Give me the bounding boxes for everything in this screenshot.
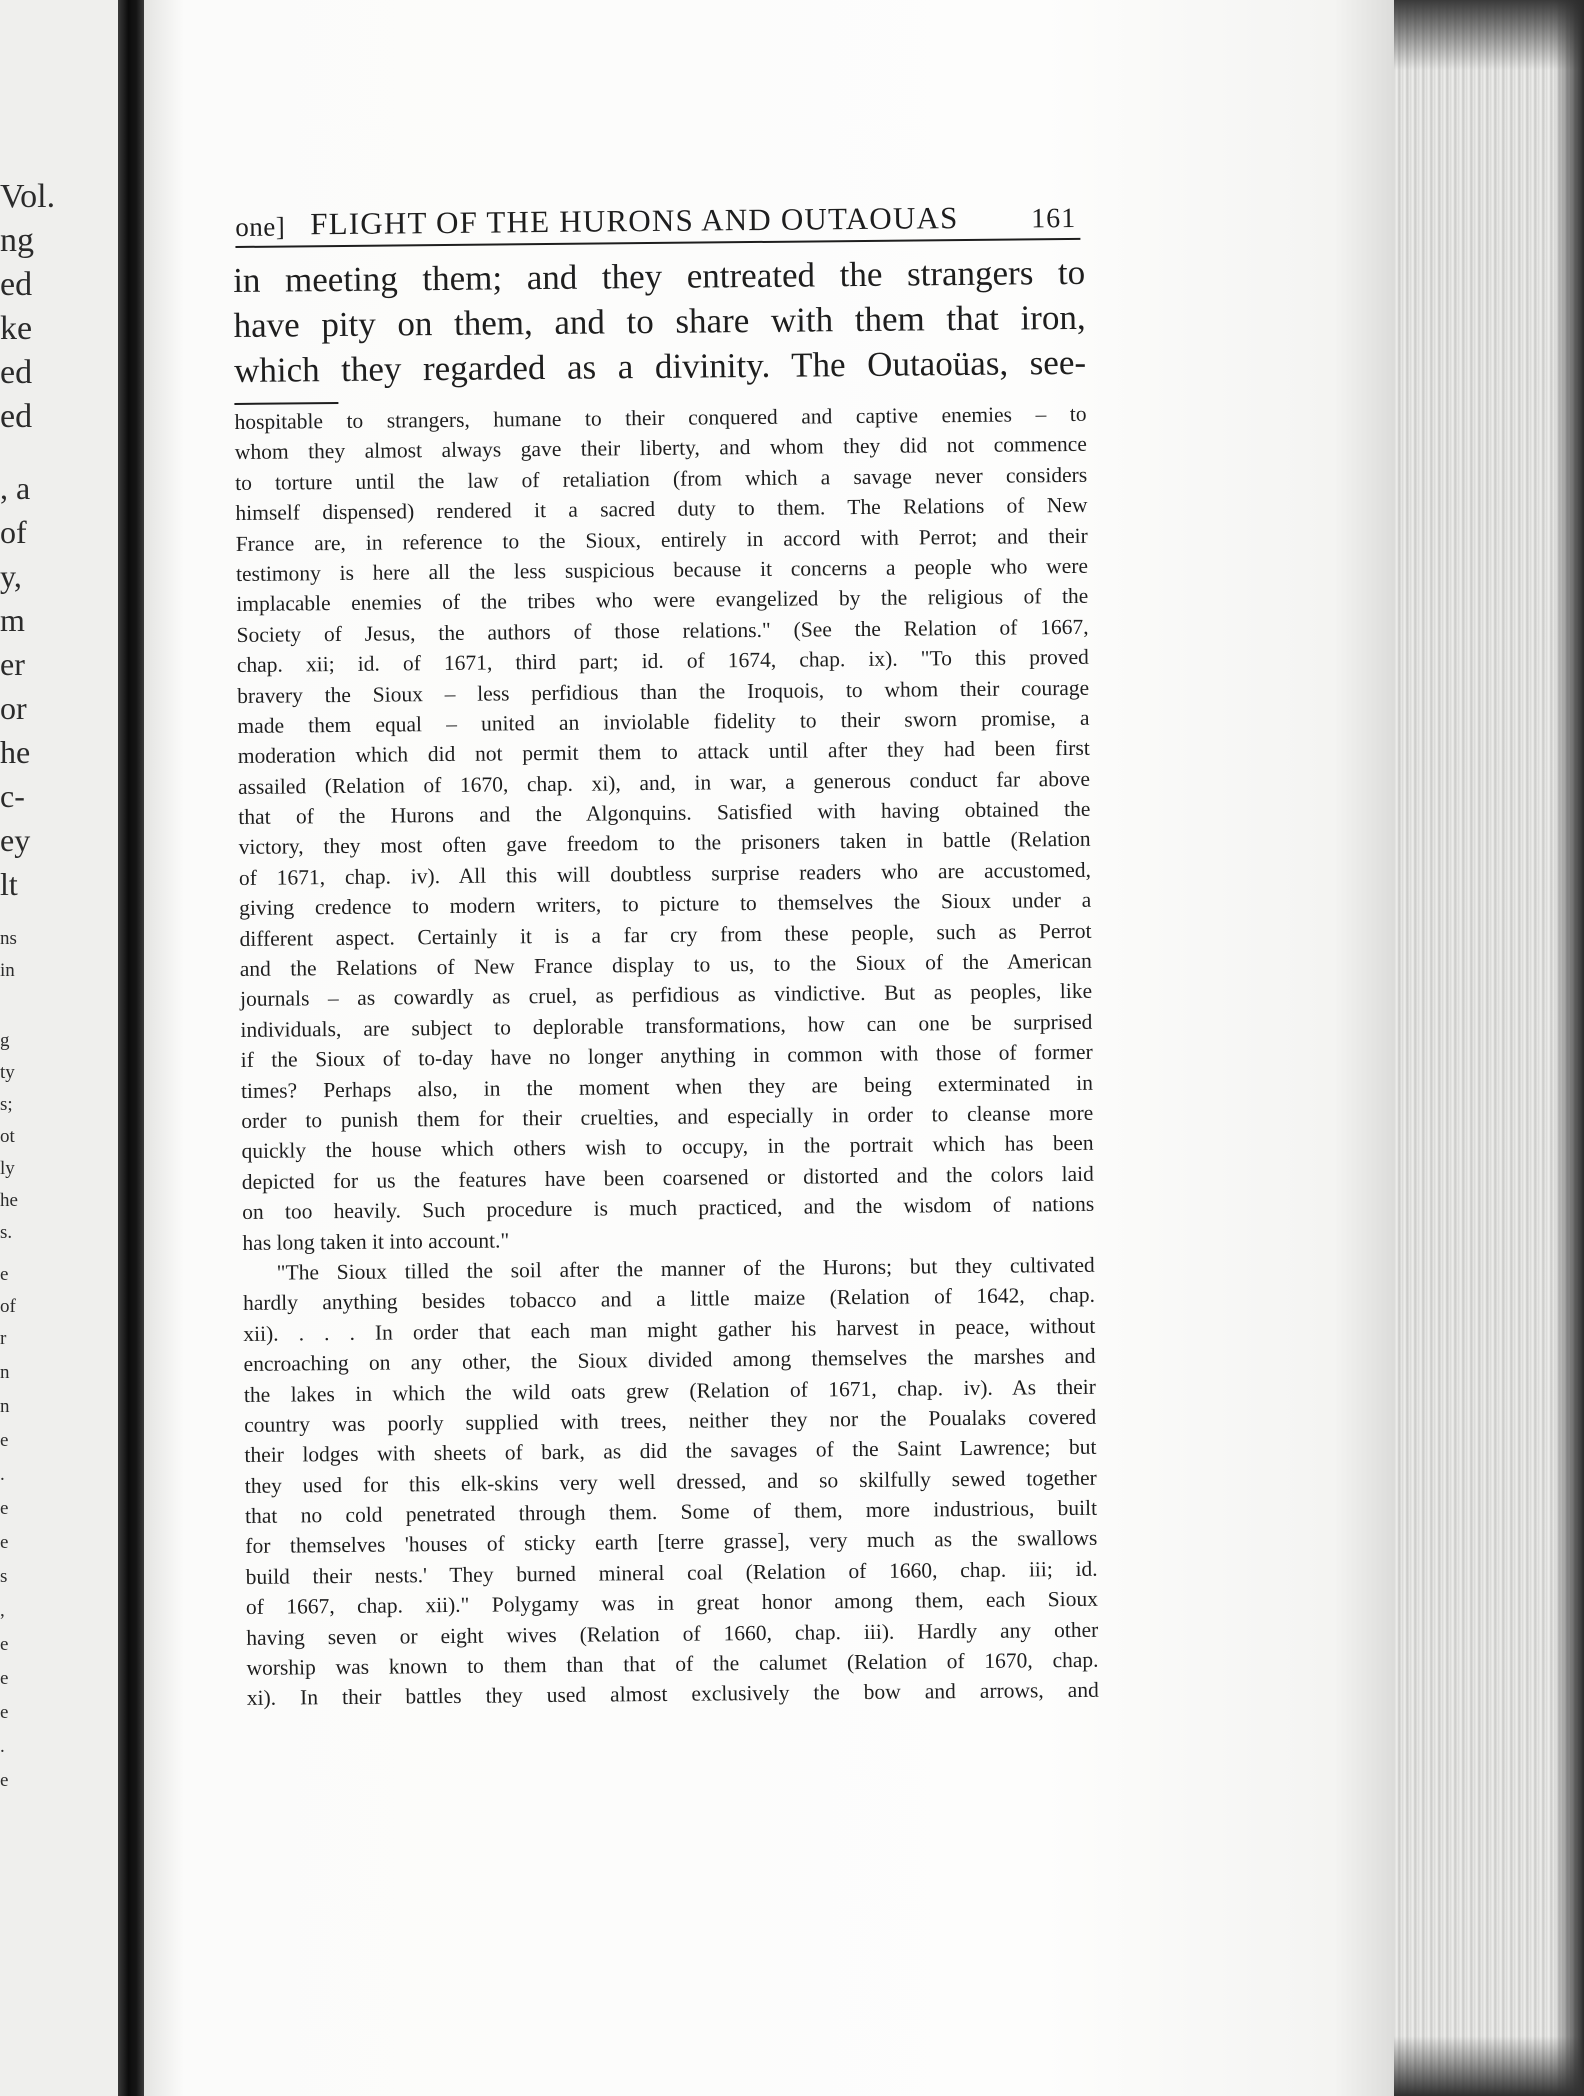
- previous-page-fragment: he: [0, 734, 31, 770]
- footnote-line: having seven or eight wives (Relation of 1660, chap. iii). Hardly any other: [246, 1617, 1099, 1650]
- footnote-rule: [234, 402, 338, 405]
- previous-page-fragment: s.: [0, 1222, 13, 1243]
- footnote-line: has long taken it into account.": [242, 1227, 510, 1255]
- running-head-section: one]: [235, 211, 286, 242]
- footnote-line: assailed (Relation of 1670, chap. xi), and, in war, a generous conduct far above: [237, 766, 1091, 799]
- footnote-line: bravery the Sioux – less perfidious than the Iroquois, to whom their courage: [237, 675, 1090, 708]
- footnote-line: victory, they most often gave freedom to the prisoners taken in battle (Relation: [238, 827, 1091, 860]
- footnote-line: individuals, are subject to deplorable transformations, how can one be surprised: [240, 1009, 1093, 1042]
- footnote-line: Society of Jesus, the authors of those relations." (See the Relation of 1667,: [236, 614, 1089, 647]
- previous-page-fragment: .: [0, 1736, 5, 1757]
- previous-page-fragment: e: [0, 1264, 9, 1285]
- previous-page-fragment: ns: [0, 928, 17, 949]
- page-body: [233, 250, 1099, 1714]
- previous-page-fragment: , a: [0, 470, 31, 506]
- footnote-line: "The Sioux tilled the soil after the manner of the Hurons; but they cultivated: [276, 1252, 1095, 1285]
- footnote-line: depicted for us the features have been coarsened or distorted and the colors laid: [241, 1161, 1094, 1194]
- previous-page-fragment: ed: [0, 398, 33, 435]
- main-text-line: in meeting them; and they entreated the strangers to: [233, 252, 1086, 300]
- previous-page-fragment: in: [0, 960, 15, 981]
- footnote-line: France are, in reference to the Sioux, entirely in accord with Perrot; and their: [235, 523, 1088, 556]
- previous-page-fragment: or: [0, 690, 27, 726]
- footnote-line: chap. xii; id. of 1671, third part; id. of 1674, chap. ix). "To this proved: [236, 644, 1089, 678]
- footnote: [234, 399, 1099, 1714]
- main-text-line: which they regarded as a divinity. The Outaoüas, see-: [233, 342, 1087, 390]
- footnote-line: and the Relations of New France display to us, to the Sioux of the American: [239, 948, 1092, 981]
- previous-page-fragment: r: [0, 1328, 7, 1349]
- page-edges: [1394, 0, 1584, 2096]
- footnote-line: order to punish them for their cruelties, and especially in order to cleanse more: [241, 1100, 1094, 1133]
- previous-page-fragment: Vol.: [0, 178, 56, 215]
- edge-shadow-bottom: [1394, 2036, 1584, 2096]
- running-head-title: FLIGHT OF THE HURONS AND OUTAOUAS: [310, 200, 959, 242]
- footnote-line: country was poorly supplied with trees, neither they nor the Poualaks covered: [244, 1404, 1097, 1437]
- footnote-line: xi). In their battles they used almost exclusively the bow and arrows, and: [246, 1678, 1099, 1711]
- previous-page-fragment: he: [0, 1190, 18, 1211]
- footnote-line: to torture until the law of retaliation (from which a savage never considers: [235, 462, 1088, 495]
- footnote-line: the lakes in which the wild oats grew (Relation of 1671, chap. iv). As their: [243, 1374, 1096, 1407]
- footnote-line: that of the Hurons and the Algonquins. Satisfied with having obtained the: [238, 796, 1091, 830]
- footnote-line: moderation which did not permit them to attack until after they had been first: [237, 736, 1090, 769]
- previous-page-fragment: er: [0, 646, 25, 682]
- footnote-line: testimony is here all the less suspicious because it concerns a people who were: [235, 553, 1089, 586]
- footnote-line: himself dispensed) rendered it a sacred duty to them. The Relations of New: [235, 492, 1088, 526]
- footnote-line: implacable enemies of the tribes who were evangelized by the religious of the: [236, 584, 1089, 617]
- footnote-line: they used for this elk-skins very well dressed, and so skilfully sewed together: [244, 1465, 1097, 1498]
- footnote-line: xii). . . . In order that each man might gather his harvest in peace, without: [243, 1313, 1096, 1346]
- footnote-line: quickly the house which others wish to occupy, in the portrait which has been: [241, 1131, 1094, 1164]
- previous-page-fragment: ke: [0, 310, 33, 347]
- footnote-line: build their nests.' They burned mineral coal (Relation of 1660, chap. iii; id.: [245, 1556, 1098, 1589]
- previous-page-fragment: ey: [0, 822, 31, 858]
- previous-page-fragment: m: [0, 602, 25, 638]
- previous-page-fragment: ,: [0, 1600, 5, 1621]
- edge-shadow-right: [1554, 0, 1584, 2096]
- footnote-line: different aspect. Certainly it is a far cry from these people, such as Perrot: [239, 918, 1092, 951]
- previous-page-fragment: e: [0, 1430, 9, 1451]
- previous-page-fragment: ty: [0, 1062, 15, 1083]
- previous-page-fragment: .: [0, 1464, 5, 1485]
- footnote-line: whom they almost always gave their liberty, and whom they did not commence: [234, 432, 1087, 465]
- previous-page-fragment: ng: [0, 222, 34, 259]
- running-head: [235, 192, 1080, 248]
- footnote-line: hardly anything besides tobacco and a little maize (Relation of 1642, chap.: [242, 1283, 1096, 1316]
- page-number: 161: [1031, 202, 1077, 235]
- previous-page-strip: [0, 0, 118, 2096]
- footnote-line: for themselves 'houses of sticky earth [terre grasse], very much as the swallows: [245, 1526, 1098, 1559]
- previous-page-fragment: y,: [0, 558, 22, 594]
- previous-page-fragment: ly: [0, 1158, 15, 1179]
- previous-page-fragment: e: [0, 1532, 9, 1553]
- footnote-line: journals – as cowardly as cruel, as perfidious as vindictive. But as peoples, like: [240, 979, 1093, 1012]
- footnote-line: worship was known to them than that of the calumet (Relation of 1670, chap.: [246, 1647, 1099, 1680]
- footnote-line: if the Sioux of to-day have no longer anything in common with those of former: [240, 1039, 1093, 1073]
- book-gutter: [118, 0, 144, 2096]
- previous-page-fragment: ed: [0, 354, 33, 391]
- previous-page-fragment: ed: [0, 266, 33, 303]
- previous-page-fragment: e: [0, 1668, 9, 1689]
- previous-page-fragment: e: [0, 1498, 9, 1519]
- footnote-line: encroaching on any other, the Sioux divided among themselves the marshes and: [243, 1343, 1096, 1377]
- previous-page-fragment: e: [0, 1770, 9, 1791]
- footnote-line: of 1671, chap. iv). All this will doubtless surprise readers who are accustomed,: [238, 857, 1092, 890]
- footnote-line: on too heavily. Such procedure is much practiced, and the wisdom of nations: [242, 1191, 1095, 1225]
- footnote-line: their lodges with sheets of bark, as did the savages of the Saint Lawrence; but: [244, 1435, 1097, 1468]
- previous-page-fragment: ot: [0, 1126, 15, 1147]
- footnote-line: that no cold penetrated through them. Some of them, more industrious, built: [244, 1495, 1098, 1529]
- previous-page-fragment: g: [0, 1030, 10, 1051]
- main-text: [233, 250, 1086, 393]
- footnote-line: times? Perhaps also, in the moment when they are being exterminated in: [240, 1070, 1094, 1103]
- footnote-line: hospitable to strangers, humane to their conquered and captive enemies – to: [234, 401, 1087, 434]
- previous-page-fragment: c-: [0, 778, 25, 814]
- footnote-line: made them equal – united an inviolable fidelity to their sworn promise, a: [237, 705, 1090, 738]
- previous-page-fragment: e: [0, 1702, 9, 1723]
- main-text-line: have pity on them, and to share with them that iron,: [233, 297, 1086, 345]
- previous-page-fragment: of: [0, 1296, 16, 1317]
- footnote-line: of 1667, chap. xii)." Polygamy was in great honor among them, each Sioux: [245, 1586, 1099, 1620]
- previous-page-fragment: n: [0, 1396, 10, 1417]
- footnote-line: giving credence to modern writers, to picture to themselves the Sioux under a: [239, 888, 1092, 921]
- previous-page-fragment: lt: [0, 866, 18, 902]
- previous-page-fragment: s: [0, 1566, 8, 1587]
- previous-page-fragment: e: [0, 1634, 9, 1655]
- previous-page-fragment: s;: [0, 1094, 13, 1115]
- previous-page-fragment: of: [0, 514, 27, 550]
- previous-page-fragment: n: [0, 1362, 10, 1383]
